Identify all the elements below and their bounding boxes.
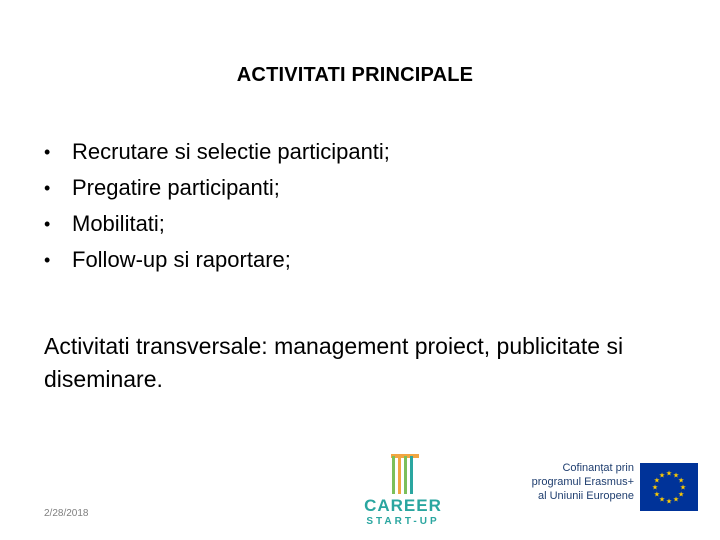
eu-star-icon: ★	[665, 469, 673, 478]
eu-star-icon: ★	[658, 495, 666, 504]
eu-star-icon: ★	[665, 497, 673, 506]
eu-star-icon: ★	[653, 476, 661, 485]
eu-star-icon: ★	[679, 483, 687, 492]
eu-star-icon: ★	[651, 483, 659, 492]
eu-star-icon: ★	[677, 490, 685, 499]
eu-star-icon: ★	[658, 471, 666, 480]
slide-date: 2/28/2018	[44, 508, 89, 519]
eu-star-icon: ★	[653, 490, 661, 499]
bullet-dot-icon: •	[44, 178, 51, 198]
body-paragraph: Activitati transversale: management proiect, publicitate si diseminare.	[44, 333, 624, 392]
startup-logo-text: START-UP	[366, 516, 440, 527]
bullet-item: • Mobilitati;	[44, 206, 390, 242]
bullet-dot-icon: •	[44, 142, 51, 162]
bullet-item: • Follow-up si raportare;	[44, 242, 390, 278]
bullet-item: • Recrutare si selectie participanti;	[44, 134, 390, 170]
career-logo-icon	[358, 450, 448, 496]
bullet-dot-icon: •	[44, 214, 51, 234]
eu-flag-icon	[640, 463, 698, 511]
eu-star-icon: ★	[672, 471, 680, 480]
career-logo-text: CAREER	[364, 496, 442, 515]
slide-title: ACTIVITATI PRINCIPALE	[236, 64, 474, 86]
bullet-item: • Pregatire participanti;	[44, 170, 390, 206]
bullet-list	[44, 134, 390, 278]
career-startup-logo	[358, 450, 448, 528]
eu-cofunding-text: Cofinanțat prin programul Erasmus+ al Uniunii Europene	[531, 462, 634, 502]
eu-star-icon: ★	[672, 495, 680, 504]
bullet-dot-icon: •	[44, 250, 51, 270]
eu-star-icon: ★	[677, 476, 685, 485]
